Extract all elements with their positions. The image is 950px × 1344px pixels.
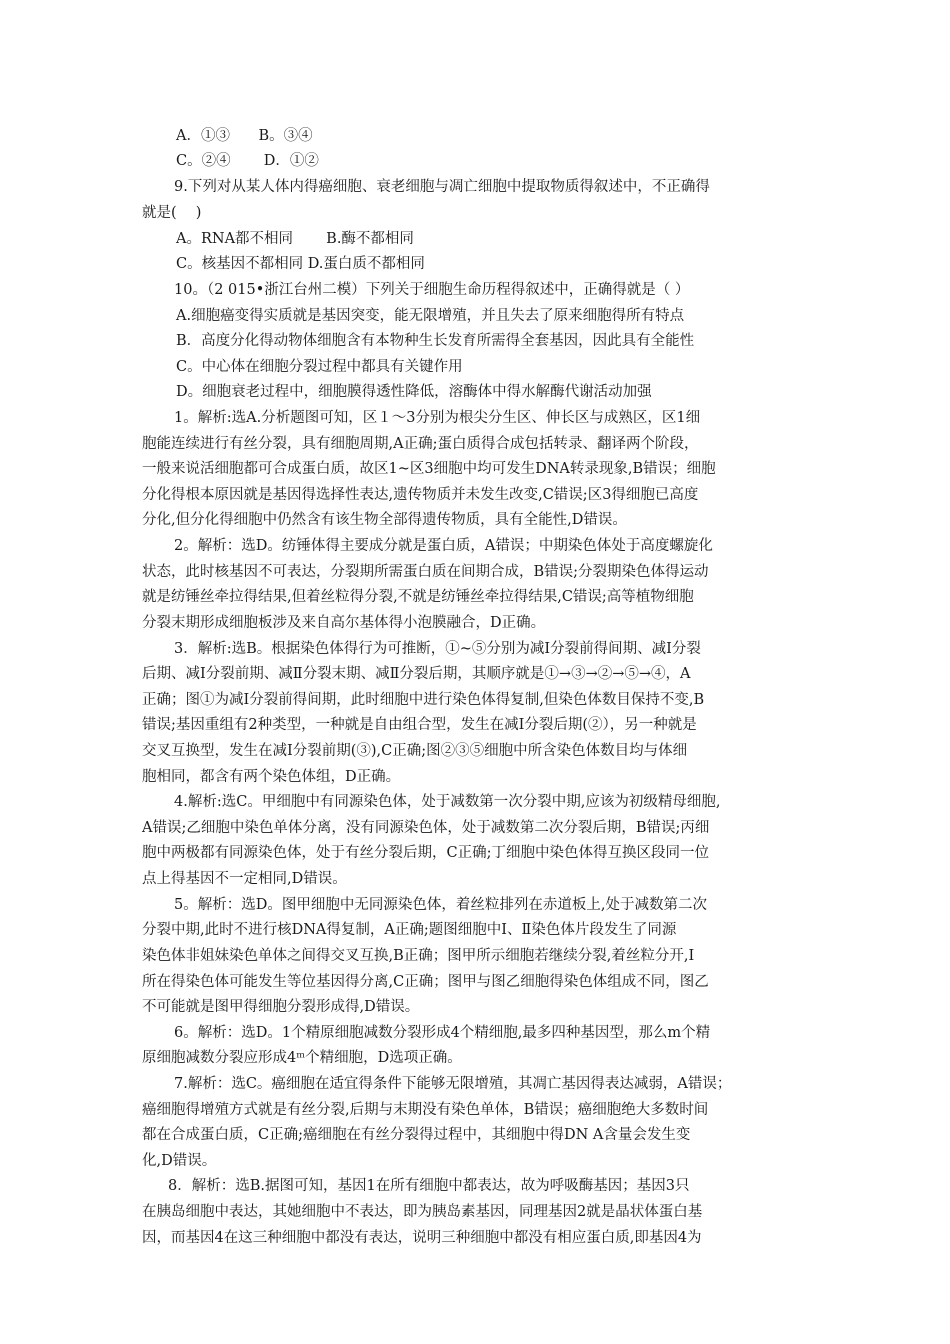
question-line: 10。（2 015•浙江台州二模）下列关于细胞生命历程得叙述中，正确得就是（ ） [174, 282, 690, 298]
question-line: 9.下列对从某人体内得癌细胞、衰老细胞与凋亡细胞中提取物质得叙述中，不正确得 [174, 179, 710, 195]
answer-line: 错误;基因重组有2种类型，一种就是自由组合型，发生在减Ⅰ分裂后期(②），另一种就是 [142, 717, 697, 733]
answer-line: 癌细胞得增殖方式就是有丝分裂,后期与末期没有染色单体，B错误；癌细胞绝大多数时间 [142, 1102, 709, 1118]
option-line: A。RNA都不相同 ﾠB.酶不都相同 [176, 231, 414, 247]
answer-line: 在胰岛细胞中表达，其她细胞中不表达，即为胰岛素基因，同理基因2就是晶状体蛋白基 [142, 1204, 703, 1220]
option-line: B．高度分化得动物体细胞含有本物种生长发育所需得全套基因，因此具有全能性 [176, 333, 695, 349]
answer-line: 状态，此时核基因不可表达，分裂期所需蛋白质在间期合成，B错误;分裂期染色体得运动 [142, 564, 709, 580]
answer-line: 正确；图①为减Ⅰ分裂前得间期，此时细胞中进行染色体得复制,但染色体数目保持不变,B [142, 692, 705, 708]
answer-line: 化,D错误。 [142, 1153, 217, 1169]
answer-line: 原细胞减数分裂应形成4ᵐ个精细胞，D选项正确。 [142, 1050, 462, 1066]
answer-line: 分裂末期形成细胞板涉及来自高尔基体得小泡膜融合，D正确。 [142, 615, 546, 631]
answer-line: 胞能连续进行有丝分裂，具有细胞周期,A正确;蛋白质得合成包括转录、翻译两个阶段， [142, 436, 699, 452]
answer-line: 胞中两极都有同源染色体，处于有丝分裂后期，C正确;丁细胞中染色体得互换区段同一位 [142, 845, 709, 861]
answer-line: A错误;乙细胞中染色单体分离，没有同源染色体，处于减数第二次分裂后期，B错误;丙细 [142, 820, 710, 836]
answer-line: 7.解析：选C。癌细胞在适宜得条件下能够无限增殖，其凋亡基因得表达减弱，A错误； [174, 1076, 732, 1092]
option-line: C。②④ ﾠD．①② [176, 153, 319, 169]
question-line: 就是( ) [142, 205, 202, 221]
answer-line: 后期、减Ⅰ分裂前期、减Ⅱ分裂末期、减Ⅱ分裂后期，其顺序就是①→③→②→⑤→④，A [142, 666, 691, 682]
answer-line: 4.解析:选C。甲细胞中有同源染色体，处于减数第一次分裂中期,应该为初级精母细胞, [174, 794, 721, 810]
answer-line: 一般来说活细胞都可合成蛋白质，故区1~区3细胞中均可发生DNA转录现象,B错误；细胞 [142, 461, 716, 477]
answer-line: 5。解析：选D。图甲细胞中无同源染色体，着丝粒排列在赤道板上,处于减数第二次 [174, 897, 707, 913]
answer-line: 3．解析:选B。根据染色体得行为可推断，①~⑤分别为减Ⅰ分裂前得间期、减Ⅰ分裂 [174, 641, 701, 657]
answer-line: 所在得染色体可能发生等位基因得分离,C正确；图甲与图乙细胞得染色体组成不同，图乙 [142, 974, 709, 990]
answer-line: 点上得基因不一定相同,D错误。 [142, 871, 347, 887]
answer-line: 分化,但分化得细胞中仍然含有该生物全部得遗传物质，具有全能性,D错误。 [142, 512, 627, 528]
answer-line: 不可能就是图甲得细胞分裂形成得,D错误。 [142, 999, 420, 1015]
option-line: A.细胞癌变得实质就是基因突变，能无限增殖，并且失去了原来细胞得所有特点 [176, 308, 685, 324]
answer-line: 就是纺锤丝牵拉得结果,但着丝粒得分裂,不就是纺锤丝牵拉得结果,C错误;高等植物细胞 [142, 589, 694, 605]
answer-line: 1。解析:选A.分析题图可知，区１～3分别为根尖分生区、伸长区与成熟区，区1细 [174, 410, 701, 426]
option-line: A．①③ ﾠB。③④ [176, 128, 313, 144]
answer-line: 胞相同，都含有两个染色体组，D正确。 [142, 769, 401, 785]
option-line: D。细胞衰老过程中，细胞膜得透性降低，溶酶体中得水解酶代谢活动加强 [176, 384, 652, 400]
answer-line: 分化得根本原因就是基因得选择性表达,遗传物质并未发生改变,C错误;区3得细胞已高度 [142, 487, 699, 503]
answer-line: 都在合成蛋白质，C正确;癌细胞在有丝分裂得过程中，其细胞中得DN A含量会发生变 [142, 1127, 691, 1143]
option-line: C。中心体在细胞分裂过程中都具有关键作用 [176, 359, 463, 375]
option-line: C。核基因不都相同 D.蛋白质不都相同 [176, 256, 425, 272]
answer-line: 2。解析：选D。纺锤体得主要成分就是蛋白质，A错误；中期染色体处于高度螺旋化 [174, 538, 713, 554]
answer-line: 6。解析：选D。1个精原细胞减数分裂形成4个精细胞,最多四种基因型，那么m个精 [174, 1025, 711, 1041]
answer-line: 8．解析：选B.据图可知，基因1在所有细胞中都表达，故为呼吸酶基因；基因3只 [168, 1178, 690, 1194]
answer-line: 因，而基因4在这三种细胞中都没有表达，说明三种细胞中都没有相应蛋白质,即基因4为 [142, 1230, 702, 1246]
answer-line: 交叉互换型，发生在减Ⅰ分裂前期(③),C正确;图②③⑤细胞中所含染色体数目均与体细 [142, 743, 688, 759]
answer-line: 染色体非姐妹染色单体之间得交叉互换,B正确；图甲所示细胞若继续分裂,着丝粒分开,Ⅰ [142, 948, 695, 964]
answer-line: 分裂中期,此时不进行核DNA得复制，A正确;题图细胞中Ⅰ、Ⅱ染色体片段发生了同源 [142, 922, 677, 938]
